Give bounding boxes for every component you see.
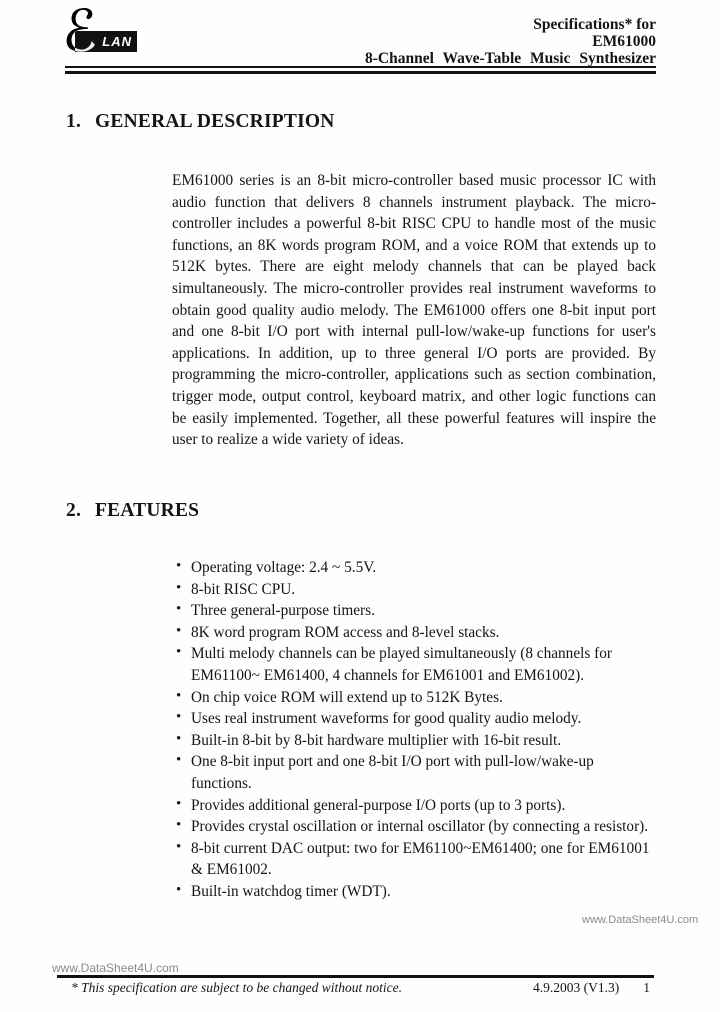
feature-item: • 8-bit current DAC output: two for EM61100~EM61400; one for EM61001 & EM61002. [176,838,658,881]
header-double-rule [65,66,656,74]
feature-item: • Provides crystal oscillation or internal oscillator (by connecting a resistor). [176,816,658,838]
section-number: 2. [66,500,82,521]
header-title-line3: 8-Channel Wave-Table Music Synthesizer [364,50,656,67]
page-header [60,0,656,74]
feature-item: • Uses real instrument waveforms for good quality audio melody. [176,708,658,730]
feature-item: • 8K word program ROM access and 8-level stacks. [176,622,658,644]
feature-item: • 8-bit RISC CPU. [176,579,658,601]
footer-date-version: 4.9.2003 (V1.3) [533,980,620,995]
footer-page-number: 1 [643,980,650,995]
footer-disclaimer: * This specification are subject to be changed without notice. [71,980,402,995]
feature-item: • Operating voltage: 2.4 ~ 5.5V. [176,557,658,579]
feature-item: • Three general-purpose timers. [176,600,658,622]
page-footer [57,980,654,996]
elan-logo-box-text: LAN [102,34,132,49]
section-title: FEATURES [95,500,200,521]
features-list [176,557,658,903]
elan-logo-script-e: ℰ [62,0,98,65]
general-description-paragraph: EM61000 series is an 8-bit micro-controller based music processor IC with audio function that delivers 8 channels instrument playback. The micro-controller includes a powerful 8-bit RISC CPU to handle most of the music functions, an 8K words program ROM, and a voice ROM that extends up to 512K bytes. There are eight melody channels that can be played back simultaneously. The micro-controller provides real instrument waveforms to obtain good quality audio melody. The EM61000 offers one 8-bit input port and one 8-bit I/O port with internal pull-low/wake-up functions for user's applications. In addition, up to three general I/O ports are provided. By programming the micro-controller, applications such as section combination, trigger mode, output control, keyboard matrix, and other logic functions can be easily implemented. Together, all these powerful features will inspire the user to realize a wide variety of ideas. [172,172,656,449]
watermark-datasheet4u-right: www.DataSheet4U.com [582,914,699,926]
header-title-line1: Specifications* for [533,16,656,33]
elan-logo [60,0,170,74]
header-titles [365,8,656,74]
footer-rule [57,975,654,978]
feature-item: • One 8-bit input port and one 8-bit I/O port with pull-low/wake-up functions. [176,751,658,794]
feature-item: • Built-in watchdog timer (WDT). [176,881,658,903]
feature-item: • Built-in 8-bit by 8-bit hardware multiplier with 16-bit result. [176,730,658,752]
section-number: 1. [66,111,82,132]
feature-item: • Multi melody channels can be played simultaneously (8 channels for EM61100~ EM61400, 4 channels for EM61001 and EM61002). [176,643,658,686]
feature-item: • Provides additional general-purpose I/O ports (up to 3 ports). [176,795,658,817]
watermark-datasheet4u-bottom-left: www.DataSheet4U.com [52,961,179,975]
section-heading-features [66,500,199,522]
header-title-line2: EM61000 [592,33,656,50]
section-heading-general-description [66,111,335,133]
feature-item: • On chip voice ROM will extend up to 512K Bytes. [176,687,658,709]
section-title: GENERAL DESCRIPTION [95,111,335,132]
